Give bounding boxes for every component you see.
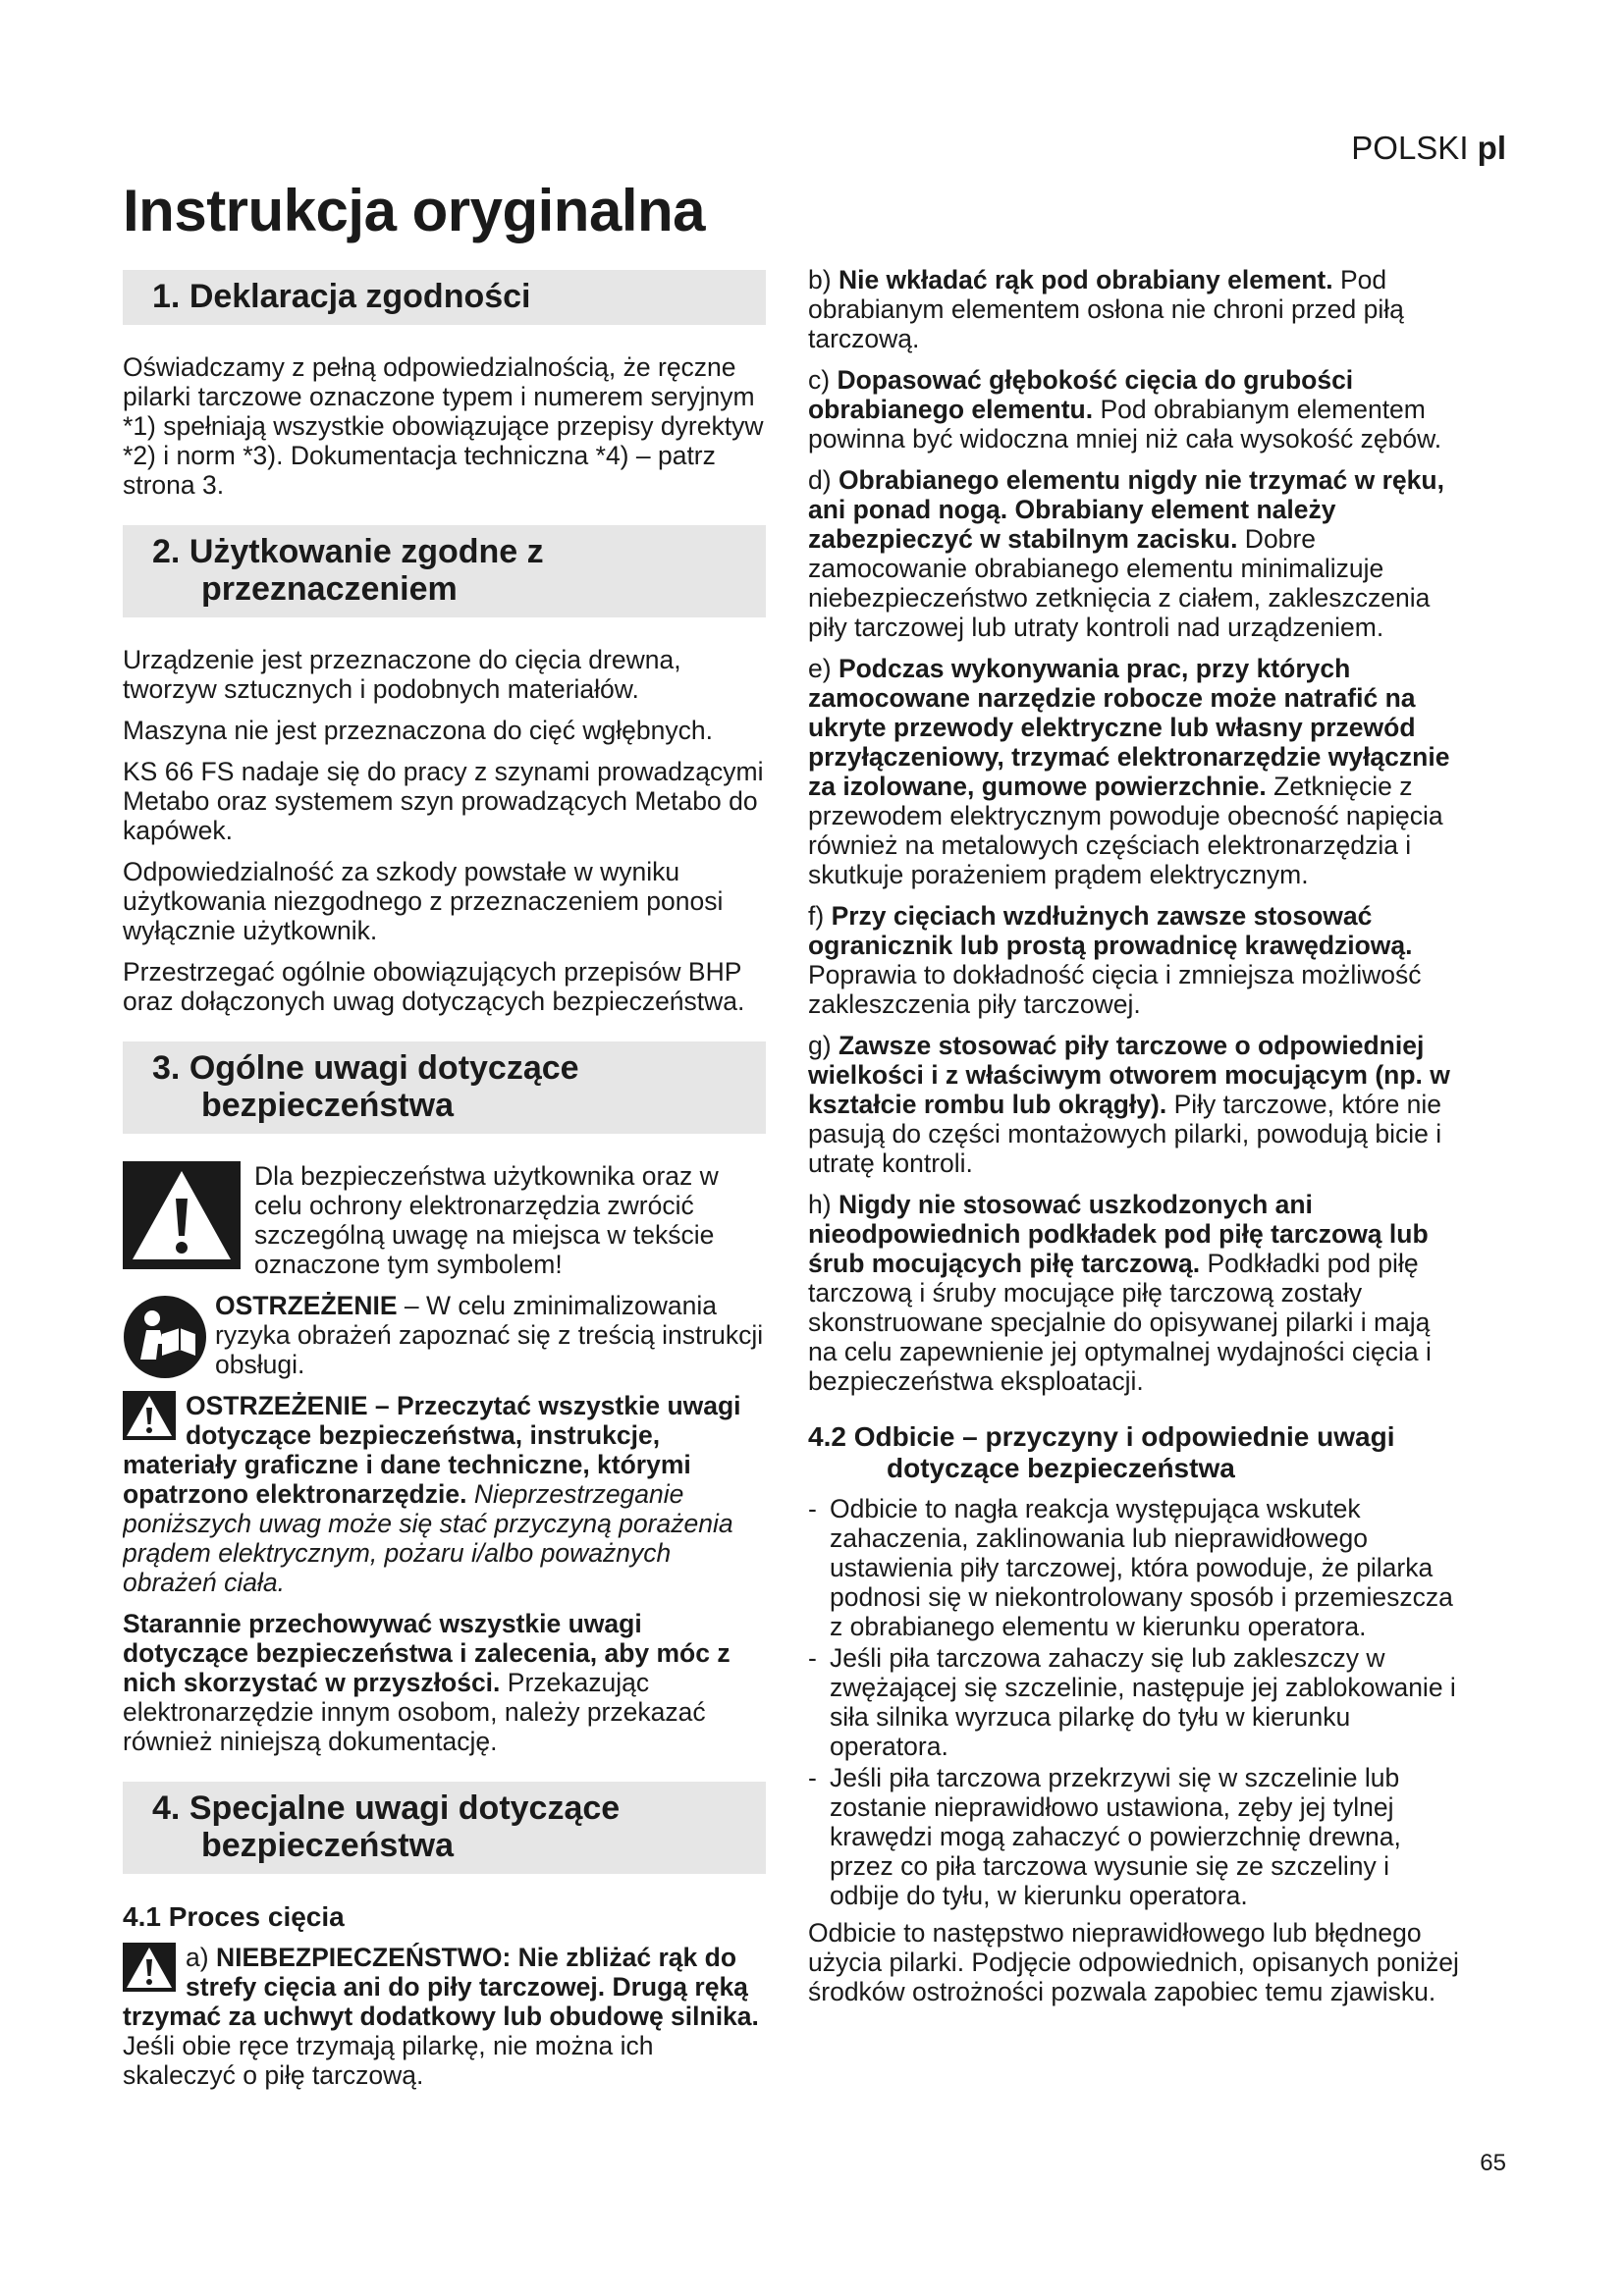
read-manual-icon bbox=[123, 1295, 207, 1379]
s1-paragraph: Oświadczamy z pełną odpowiedzialnością, że ręczne pilarki tarczowe oznaczone typem i numerem seryjnym *1) spełniają wszystkie obowiązujące przepisy dyrektyw *2) i norm *3). Dokumentacja techniczna *4) – patrz strona 3. bbox=[123, 352, 764, 500]
subsection-4-2 bbox=[808, 1421, 1461, 1484]
item-label: c) bbox=[808, 365, 838, 395]
subsection-title-line-1: 4.2 Odbicie – przyczyny i odpowiednie uwagi bbox=[808, 1421, 1395, 1452]
page-title: Instrukcja oryginalna bbox=[123, 178, 706, 243]
item-label: e) bbox=[808, 654, 839, 683]
item-bold: Przy cięciach wzdłużnych zawsze stosować ogranicznik lub prostą prowadnicę krawędziową. bbox=[808, 901, 1413, 960]
symbol-explanation bbox=[123, 1161, 766, 1279]
item-bold: Obrabianego elementu nigdy nie trzymać w ręku, ani ponad nogą. Obrabiany element należy zabezpieczyć w stabilnym zacisku. bbox=[808, 465, 1444, 554]
item-bold: Dopasować głębokość cięcia do grubości obrabianego elementu. bbox=[808, 365, 1354, 424]
item-g bbox=[808, 1031, 1461, 1178]
warning-triangle-icon bbox=[123, 1391, 176, 1440]
item-c bbox=[808, 365, 1461, 454]
warning-triangle-icon bbox=[123, 1943, 176, 1992]
warning-1-label: OSTRZEŻENIE bbox=[215, 1291, 398, 1320]
section-title-line-2: bezpieczeństwa bbox=[201, 1827, 454, 1864]
item-text: Piły tarczowe, które nie pasują do części montażowych pilarki, powodują bicie i utratę kontroli. bbox=[808, 1090, 1442, 1178]
item-label: b) bbox=[808, 265, 839, 294]
section-title-line-1: Specjalne uwagi dotyczące bbox=[189, 1789, 621, 1827]
item-text: Pod obrabianym elementem osłona nie chroni przed piłą tarczową. bbox=[808, 265, 1404, 353]
warning-read-manual bbox=[123, 1291, 766, 1379]
item-h bbox=[808, 1190, 1461, 1396]
item-bold: NIEBEZPIECZEŃSTWO: Nie zbliżać rąk do strefy cięcia ani do piły tarczowej. Drugą ręką trzymać za uchwyt dodatkowy lub obudowę silnika. bbox=[123, 1943, 759, 2031]
section-2-heading bbox=[123, 525, 766, 617]
kickback-closing: Odbicie to następstwo nieprawidłowego lub błędnego użycia pilarki. Podjęcie odpowiednich, opisanych poniżej środków ostrożności pozwala zapobiec temu zjawisku. bbox=[808, 1918, 1459, 2006]
s2-paragraph-3: KS 66 FS nadaje się do pracy z szynami prowadzącymi Metabo oraz systemem szyn prowadzących Metabo do kapówek. bbox=[123, 757, 764, 845]
item-text: Poprawia to dokładność cięcia i zmniejsza możliwość zakleszczenia piły tarczowej. bbox=[808, 960, 1422, 1019]
section-title: Deklaracja zgodności bbox=[189, 278, 531, 315]
item-label: f) bbox=[808, 901, 832, 931]
item-label: g) bbox=[808, 1031, 839, 1060]
warning-2-bold: OSTRZEŻENIE – Przeczytać wszystkie uwagi dotyczące bezpieczeństwa, instrukcje, materiały graficzne i dane techniczne, którymi opatrzono elektronarzędzie. bbox=[123, 1391, 741, 1509]
symbol-text: Dla bezpieczeństwa użytkownika oraz w celu ochrony elektronarzędzia zwrócić szczególną uwagę na miejsca w tekście oznaczone tym symbolem! bbox=[254, 1161, 719, 1279]
language-label bbox=[1351, 130, 1506, 167]
item-f bbox=[808, 901, 1461, 1019]
page-number: 65 bbox=[1480, 2150, 1506, 2176]
warning-2-italic: Nieprzestrzeganie poniższych uwag może się stać przyczyną porażenia prądem elektrycznym, pożaru i/albo poważnych obrażeń ciała. bbox=[123, 1479, 733, 1597]
item-text: Jeśli obie ręce trzymają pilarkę, nie można ich skaleczyć o piłę tarczową. bbox=[123, 2031, 654, 2090]
section-4-heading bbox=[123, 1782, 766, 1874]
language-code: pl bbox=[1477, 130, 1506, 166]
language-name: POLSKI bbox=[1351, 130, 1469, 166]
section-title-line-1: Ogólne uwagi dotyczące bbox=[189, 1049, 579, 1087]
section-3-heading bbox=[123, 1041, 766, 1134]
keep-instructions-text: Przekazując elektronarzędzie innym osobom, należy przekazać również niniejszą dokumentację. bbox=[123, 1668, 706, 1756]
s2-paragraph-2: Maszyna nie jest przeznaczona do cięć wgłębnych. bbox=[123, 716, 713, 745]
s2-paragraph-4: Odpowiedzialność za szkody powstałe w wyniku użytkowania niezgodnego z przeznaczeniem ponosi wyłącznie użytkownik. bbox=[123, 857, 724, 945]
warning-triangle-icon bbox=[123, 1161, 241, 1279]
item-label: h) bbox=[808, 1190, 839, 1219]
item-b bbox=[808, 265, 1461, 353]
warning-1-text: – W celu zminimalizowania ryzyka obrażeń zapoznać się z treścią instrukcji obsługi. bbox=[215, 1291, 764, 1379]
item-d bbox=[808, 465, 1461, 642]
left-column bbox=[123, 270, 766, 2102]
item-text: Podkładki pod piłę tarczową i śruby mocujące piłę tarczową zostały skonstruowane specjalnie do opisywanej pilarki i mają na celu zapewnienie jej optymalnej wydajności cięcia i bezpieczeństwa eksploatacji. bbox=[808, 1249, 1432, 1396]
item-e bbox=[808, 654, 1461, 889]
list-item: - Jeśli piła tarczowa przekrzywi się w szczelinie lub zostanie nieprawidłowo ustawiona, zęby jej tylnej krawędzi mogą zahaczyć o powierzchnię drewna, przez co piła tarczowa wysunie się ze szczeliny i odbije do tyłu, w kierunku operatora. bbox=[808, 1763, 1461, 1910]
list-item: - Odbicie to nagła reakcja występująca wskutek zahaczenia, zaklinowania lub nieprawidłowego ustawienia piły tarczowej, która powoduje, że pilarka podnosi się w niekontrolowany sposób i przemieszcza z obrabianego elementu w kierunku operatora. bbox=[808, 1494, 1461, 1641]
s2-paragraph-5: Przestrzegać ogólnie obowiązujących przepisów BHP oraz dołączonych uwag dotyczących bezpieczeństwa. bbox=[123, 957, 745, 1016]
section-number: 4. bbox=[152, 1789, 181, 1827]
section-title-line-2: przeznaczeniem bbox=[201, 570, 458, 608]
list-item: - Jeśli piła tarczowa zahaczy się lub zakleszczy w zwężającej się szczelinie, następuje jej zablokowanie i siła silnika wyrzuca pilarkę do tyłu w kierunku operatora. bbox=[808, 1643, 1461, 1761]
section-number: 3. bbox=[152, 1049, 181, 1087]
section-1-heading bbox=[123, 270, 766, 325]
section-title-line-2: bezpieczeństwa bbox=[201, 1087, 454, 1124]
section-number: 1. bbox=[152, 278, 181, 315]
item-a bbox=[123, 1943, 766, 2090]
kickback-list bbox=[808, 1494, 1461, 1910]
section-title-line-1: Użytkowanie zgodne z bbox=[189, 533, 544, 570]
subsection-4-1: 4.1 Proces cięcia bbox=[123, 1901, 345, 1932]
item-bold: Zawsze stosować piły tarczowe o odpowiedniej wielkości i z właściwym otworem mocującym (np. w kształcie rombu lub okrągły). bbox=[808, 1031, 1450, 1119]
item-text: Pod obrabianym elementem powinna być widoczna mniej niż cała wysokość zębów. bbox=[808, 395, 1442, 454]
right-column bbox=[808, 265, 1461, 2018]
item-bold: Nie wkładać rąk pod obrabiany element. bbox=[838, 265, 1333, 294]
item-text: Zetknięcie z przewodem elektrycznym powoduje obecność napięcia również na metalowych częściach elektronarzędzia i skutkuje porażeniem prądem elektrycznym. bbox=[808, 772, 1443, 889]
keep-instructions-bold: Starannie przechowywać wszystkie uwagi dotyczące bezpieczeństwa i zalecenia, aby móc z nich skorzystać w przyszłości. bbox=[123, 1609, 731, 1697]
subsection-title-line-2: dotyczące bezpieczeństwa bbox=[887, 1453, 1235, 1483]
item-bold: Podczas wykonywania prac, przy których zamocowane narzędzie robocze może natrafić na ukryte przewody elektryczne lub własny przewód przyłączeniowy, trzymać elektronarzędzie wyłącznie za izolowane, gumowe powierzchnie. bbox=[808, 654, 1450, 801]
item-label: a) bbox=[186, 1943, 216, 1972]
item-bold: Nigdy nie stosować uszkodzonych ani nieodpowiednich podkładek pod piłę tarczową lub śrub mocujących piłę tarczową. bbox=[808, 1190, 1429, 1278]
item-label: d) bbox=[808, 465, 839, 495]
section-number: 2. bbox=[152, 533, 181, 570]
s2-paragraph-1: Urządzenie jest przeznaczone do cięcia drewna, tworzyw sztucznych i podobnych materiałów. bbox=[123, 645, 681, 704]
item-text: Dobre zamocowanie obrabianego elementu minimalizuje niebezpieczeństwo zetknięcia z ciałem, zakleszczenia piły tarczowej lub utraty kontroli nad urządzeniem. bbox=[808, 524, 1431, 642]
warning-read-all bbox=[123, 1391, 766, 1597]
